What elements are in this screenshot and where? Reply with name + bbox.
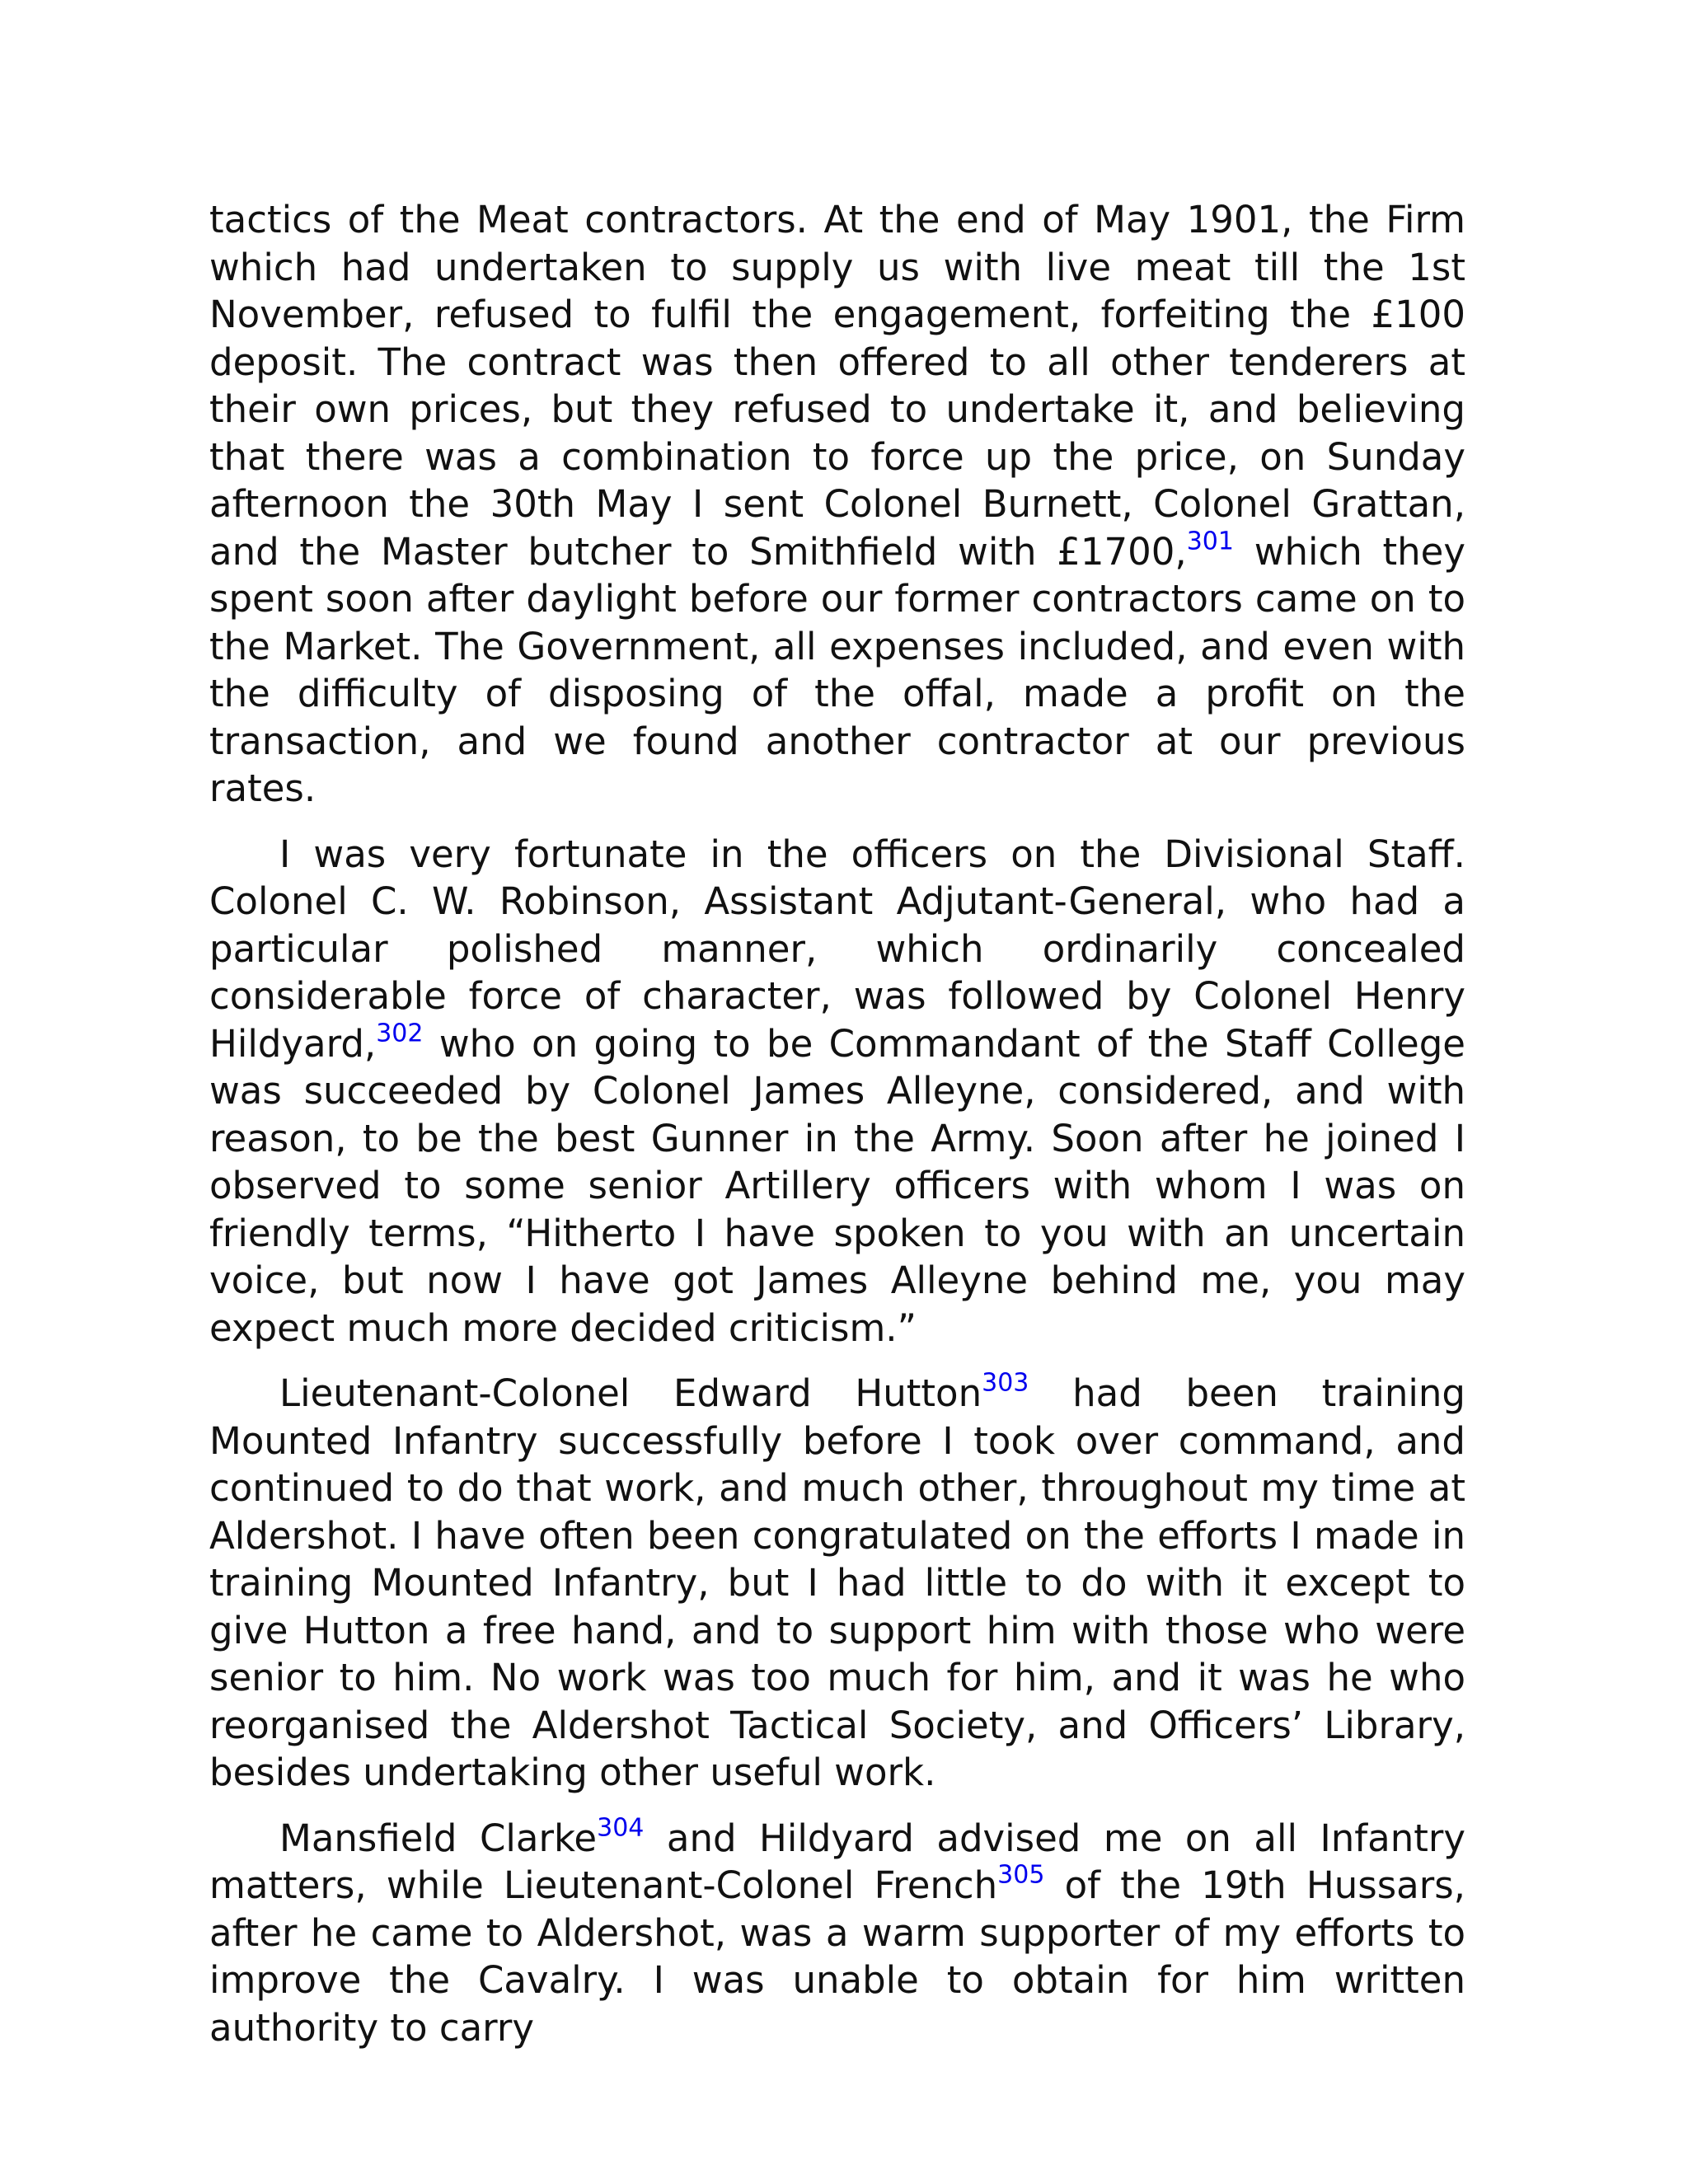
paragraph	[209, 1370, 1465, 1797]
paragraph-text: Lieutenant-Colonel Edward Hutton	[279, 1371, 982, 1415]
paragraph	[209, 831, 1465, 1352]
paragraph-text: of the 19th Hussars, after he came to Aldershot, was a warm supporter of my efforts to improve the Cavalry. I was unable to obtain for him written authority to carry	[209, 1863, 1465, 2050]
book-page-body	[209, 196, 1465, 2051]
paragraph-text: I was very fortunate in the officers on the Divisional Staff. Colonel C. W. Robinson, Assistant Adjutant-General, who had a particular polished manner, which ordinarily concealed considerable force of character, was followed by Colonel Henry Hildyard,	[209, 832, 1465, 1066]
paragraph	[209, 1812, 1465, 2052]
paragraph-text: and Hildyard advised me on all Infantry matters, while Lieutenant-Colonel French	[209, 1816, 1465, 1907]
footnote-link[interactable]: 302	[376, 1018, 424, 1047]
paragraph-text: had been training Mounted Infantry successfully before I took over command, and continued to do that work, and much other, throughout my time at Aldershot. I have often been congratulated on the efforts I made in training Mounted Infantry, but I had little to do with it except to give Hutton a free hand, and to support him with those who were senior to him. No work was too much for him, and it was he who reorganised the Aldershot Tactical Society, and Officers’ Library, besides undertaking other useful work.	[209, 1371, 1465, 1794]
footnote-link[interactable]: 301	[1186, 526, 1234, 555]
paragraph-text: tactics of the Meat contractors. At the end of May 1901, the Firm which had undertaken to supply us with live meat till the 1st November, refused to fulfil the engagement, forfeiting the £100 deposit. The contract was then offered to all other tenderers at their own prices, but they refused to undertake it, and believing that there was a combination to force up the price, on Sunday afternoon the 30th May I sent Colonel Burnett, Colonel Grattan, and the Master butcher to Smithfield with £1700,	[209, 198, 1465, 574]
paragraph	[209, 196, 1465, 813]
footnote-link[interactable]: 305	[997, 1860, 1045, 1890]
paragraph-text: Mansfield Clarke	[279, 1816, 598, 1860]
paragraph-text: which they spent soon after daylight before our former contractors came on to the Market. The Government, all expenses included, and even with the difficulty of disposing of the offal, made a profit on the transaction, and we found another contractor at our previous rates.	[209, 529, 1465, 810]
footnote-link[interactable]: 304	[597, 1812, 645, 1842]
paragraph-text: who on going to be Commandant of the Staff College was succeeded by Colonel James Alleyne, considered, and with reason, to be the best Gunner in the Army. Soon after he joined I observed to some senior Artillery officers with whom I was on friendly terms, “Hitherto I have spoken to you with an uncertain voice, but now I have got James Alleyne behind me, you may expect much more decided criticism.”	[209, 1021, 1465, 1350]
footnote-link[interactable]: 303	[982, 1368, 1029, 1398]
